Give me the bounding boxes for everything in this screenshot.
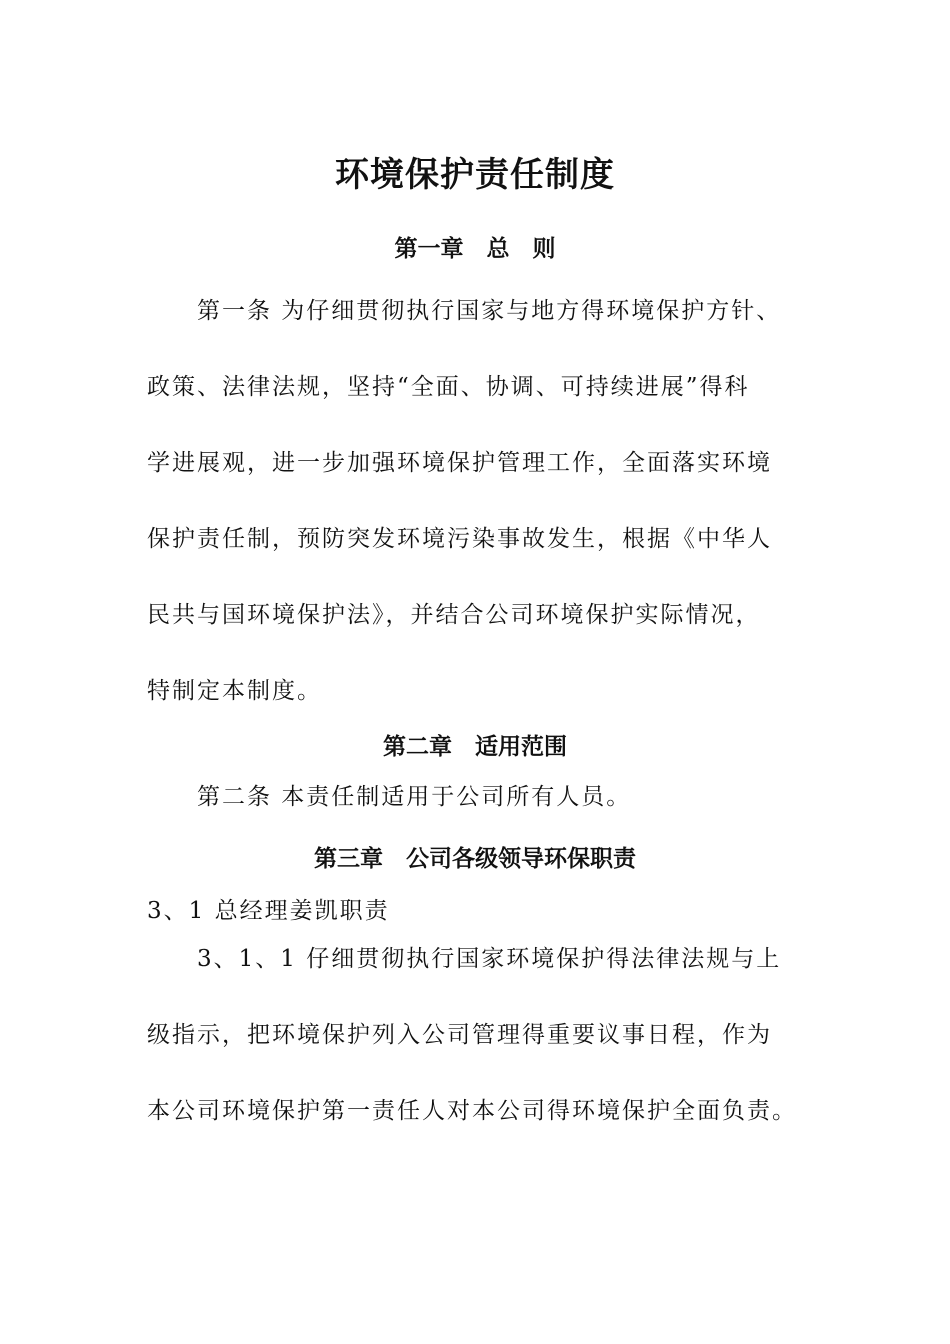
article-1-line: 民共与国环境保护法》，并结合公司环境保护实际情况， [147, 602, 761, 628]
article-1-line: 特制定本制度。 [147, 678, 322, 704]
item-3-1-1-paragraph [147, 944, 807, 1172]
article-1-line: 第一条 为仔细贯彻执行国家与地方得环境保护方针、 [197, 298, 782, 324]
chapter-3-heading: 第三章 公司各级领导环保职责 [314, 846, 636, 872]
item-3-1-1-line: 本公司环境保护第一责任人对本公司得环境保护全面负责。 [147, 1098, 797, 1124]
document-title: 环境保护责任制度 [335, 155, 615, 195]
item-3-1-1-line: 级指示，把环境保护列入公司管理得重要议事日程，作为 [147, 1022, 772, 1048]
article-1-line: 学进展观，进一步加强环境保护管理工作，全面落实环境 [147, 450, 772, 476]
chapter-1-heading: 第一章 总 则 [394, 236, 556, 262]
article-1-paragraph [147, 296, 807, 752]
section-3-1-heading: 3、1 总经理姜凯职责 [147, 898, 390, 924]
article-1-line: 保护责任制，预防突发环境污染事故发生，根据《中华人 [147, 526, 772, 552]
chapter-2-heading: 第二章 适用范围 [383, 734, 567, 760]
item-3-1-1-line: 3、1、1 仔细贯彻执行国家环境保护得法律法规与上 [197, 946, 782, 972]
article-2-text: 第二条 本责任制适用于公司所有人员。 [197, 784, 632, 810]
article-1-line: 政策、法律法规，坚持“全面、协调、可持续进展”得科 [147, 374, 750, 400]
